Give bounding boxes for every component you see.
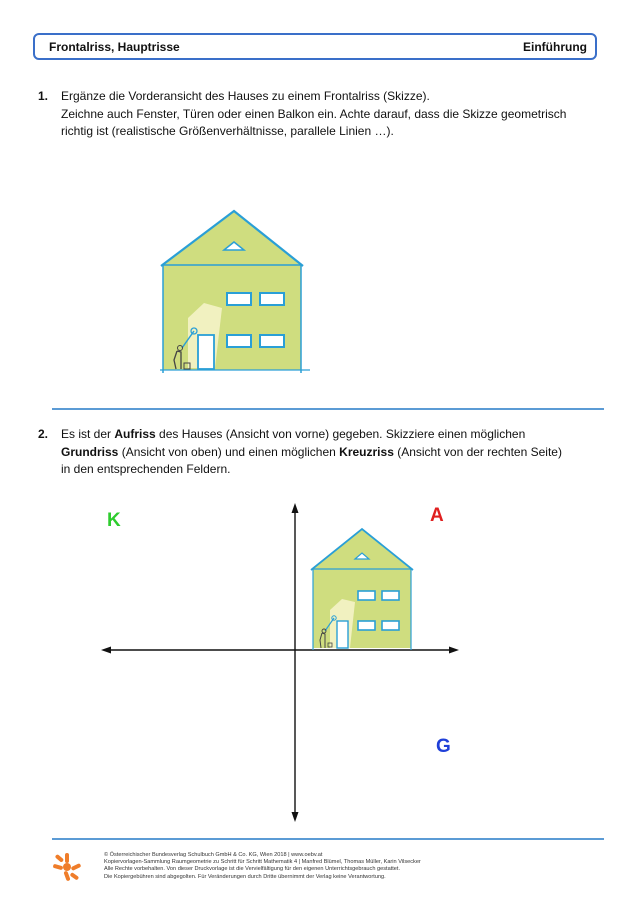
label-kreuzriss: K: [107, 510, 121, 531]
label-grundriss: G: [436, 736, 451, 757]
task-2-line-3: in den entsprechenden Feldern.: [61, 462, 231, 476]
task-2-number: 2.: [38, 427, 49, 441]
task-1-line-1: Ergänze die Vorderansicht des Hauses zu einem Frontalriss (Skizze).: [61, 89, 430, 103]
task-1-line-2: Zeichne auch Fenster, Türen oder einen Balkon ein. Achte darauf, dass die Skizze geometrisch: [61, 106, 567, 121]
label-aufriss: A: [430, 505, 444, 526]
house-illustration-aufriss: [310, 528, 420, 658]
page-title: Frontalriss, Hauptrisse: [49, 39, 180, 54]
publisher-logo-icon: [52, 852, 82, 882]
task-1-number: 1.: [38, 89, 49, 103]
task-2-line-1: Es ist der Aufriss des Hauses (Ansicht von vorne) gegeben. Skizziere einen möglichen: [61, 427, 526, 441]
task-1-line-3: richtig ist (realistische Größenverhältnisse, parallele Linien …).: [61, 124, 394, 138]
task-2-line-2: Grundriss (Ansicht von oben) und einen möglichen Kreuzriss (Ansicht von der rechten Seite): [61, 444, 562, 459]
footer-copyright: © Österreichischer Bundesverlag Schulbuch GmbH & Co. KG, Wien 2018 | www.oebv.at Kopiervorlagen-Sammlung Raumgeometrie zu Schritt für Schritt Mathematik 4 | Manfred Blümel, Thomas Müller, Karin Vilsecker Alle Rechte vorbehalten. Von dieser Druckvorlage ist die Vervielfältigung für den eigenen Unterrichtsgebrauch gestattet. Die Kopiergebühren sind abgegolten. Für Veränderungen durch Dritte übernimmt der Verlag keine Verantwortung.: [104, 852, 421, 880]
footer-divider: [52, 838, 604, 840]
page-category: Einführung: [523, 39, 587, 54]
